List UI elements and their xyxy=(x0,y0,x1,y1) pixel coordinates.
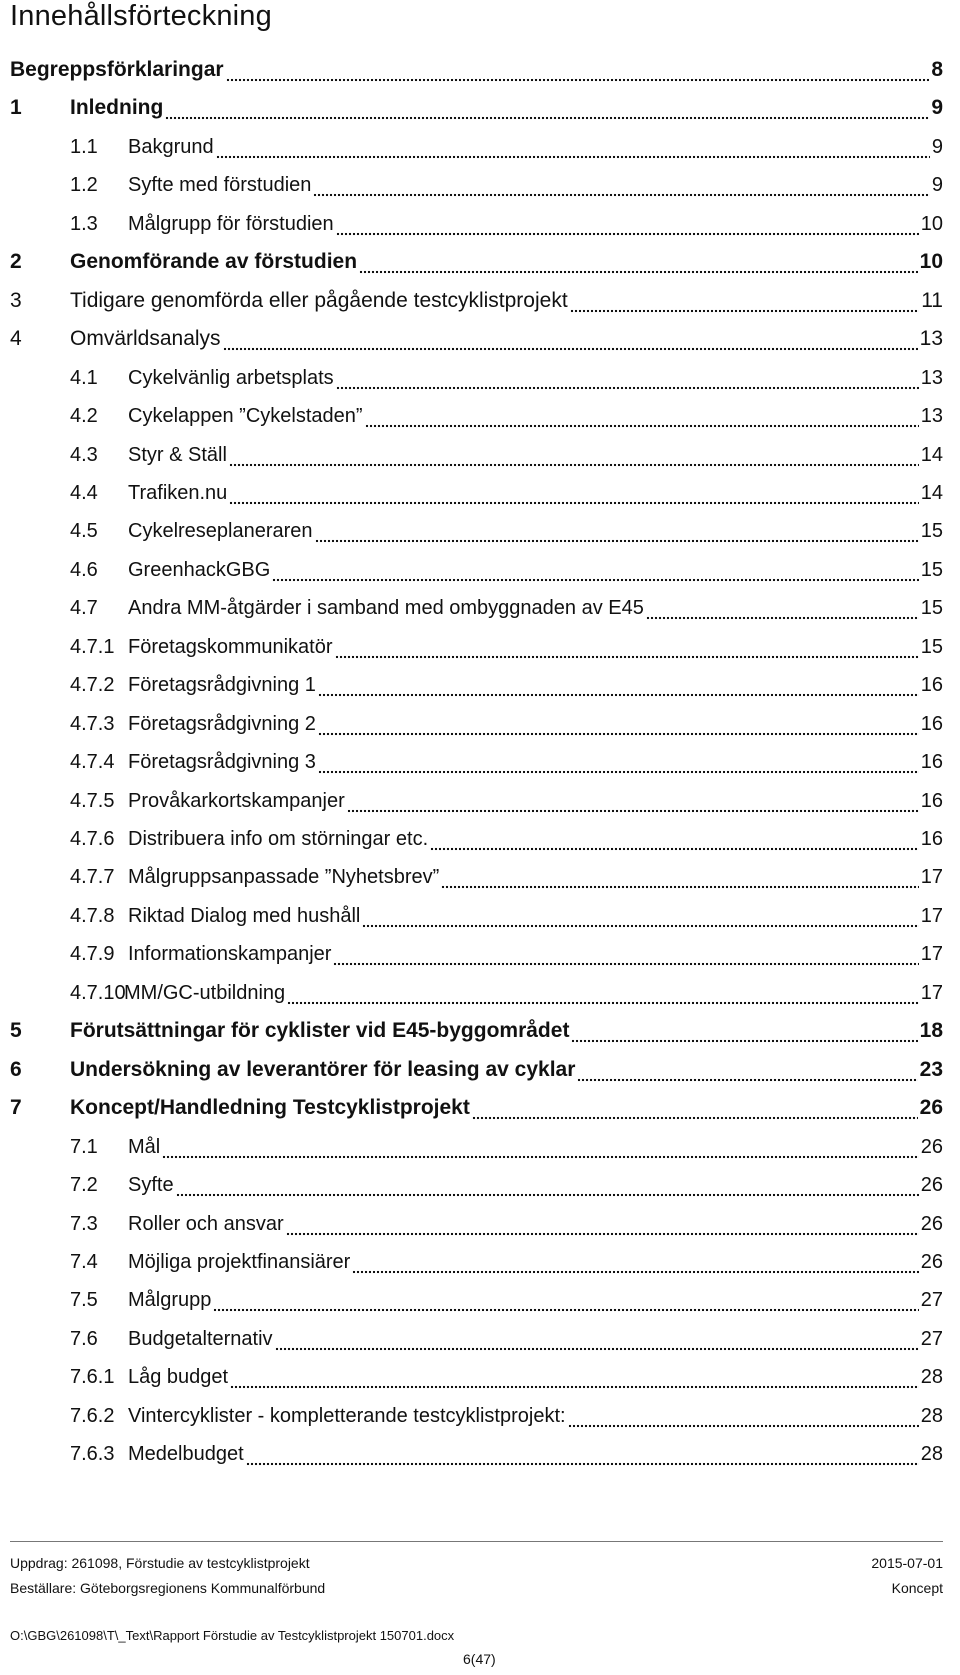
toc-entry-number: 1.2 xyxy=(70,174,98,197)
toc-entry-title: Tidigare genomförda eller pågående testcyklistprojekt xyxy=(70,288,568,312)
toc-entry-page: 28 xyxy=(920,1443,943,1466)
toc-entry[interactable] xyxy=(0,322,960,356)
toc-entry-page: 26 xyxy=(920,1212,943,1235)
toc-entry-title: Bakgrund xyxy=(128,135,214,158)
toc-dot-leader xyxy=(315,539,919,543)
toc-entry-title: Målgrupp för förstudien xyxy=(128,212,334,235)
toc-dot-leader xyxy=(230,1385,919,1389)
footer-status: Koncept xyxy=(891,1580,943,1596)
toc-entry-title: Budgetalternativ xyxy=(128,1327,273,1350)
toc-dot-leader xyxy=(176,1193,919,1197)
toc-entry[interactable] xyxy=(0,1014,960,1048)
toc-dot-leader xyxy=(287,1001,919,1005)
toc-entry[interactable] xyxy=(0,53,960,87)
toc-entry-title: Inledning xyxy=(70,96,164,120)
toc-entry[interactable] xyxy=(0,784,960,818)
toc-entry[interactable] xyxy=(0,976,960,1010)
footer-client: Beställare: Göteborgsregionens Kommunalförbund xyxy=(10,1580,326,1596)
toc-entry-page: 9 xyxy=(931,96,943,120)
toc-entry-number: 1.1 xyxy=(70,135,98,158)
toc-entry[interactable] xyxy=(0,130,960,164)
toc-entry-number: 7.5 xyxy=(70,1289,98,1312)
toc-entry-number: 4.7.7 xyxy=(70,866,115,889)
toc-dot-leader xyxy=(318,732,919,736)
toc-dot-leader xyxy=(441,885,918,889)
toc-entry-title: Trafiken.nu xyxy=(128,481,228,504)
toc-entry-title: Målgrupp xyxy=(128,1289,212,1312)
toc-dot-leader xyxy=(229,501,918,505)
toc-entry[interactable] xyxy=(0,591,960,625)
toc-entry-number: 4.7.2 xyxy=(70,674,115,697)
toc-entry-page: 15 xyxy=(920,558,943,581)
toc-entry-number: 4.7.4 xyxy=(70,751,115,774)
toc-dot-leader xyxy=(335,655,919,659)
toc-dot-leader xyxy=(352,1270,918,1274)
toc-entry-page: 17 xyxy=(920,981,943,1004)
toc-entry-page: 13 xyxy=(919,327,943,351)
footer-date: 2015-07-01 xyxy=(871,1555,943,1571)
toc-entry-title: Möjliga projektfinansiärer xyxy=(128,1250,351,1273)
toc-entry-number: 4.1 xyxy=(70,366,98,389)
toc-entry-title: Distribuera info om störningar etc. xyxy=(128,828,429,850)
toc-dot-leader xyxy=(430,847,919,851)
toc-entry-title: Provåkarkortskampanjer xyxy=(128,789,345,812)
toc-entry-number: 4.7.5 xyxy=(70,789,115,812)
toc-entry[interactable] xyxy=(0,1322,960,1356)
toc-entry-number: 7.6.3 xyxy=(70,1443,115,1466)
toc-entry[interactable] xyxy=(0,630,960,664)
toc-entry-title: Företagsrådgivning 1 xyxy=(128,674,316,697)
toc-entry-page: 17 xyxy=(920,866,943,889)
toc-entry[interactable] xyxy=(0,361,960,395)
toc-dot-leader xyxy=(336,386,919,390)
toc-heading: Innehållsförteckning xyxy=(10,0,272,32)
toc-entry-page: 23 xyxy=(919,1057,943,1081)
toc-entry-title: Företagsrådgivning 2 xyxy=(128,712,316,735)
toc-entry-page: 16 xyxy=(920,674,943,697)
toc-entry[interactable] xyxy=(0,707,960,741)
toc-dot-leader xyxy=(162,1155,919,1159)
footer-file-path: O:\GBG\261098\T\_Text\Rapport Förstudie av Testcyklistprojekt 150701.docx xyxy=(10,1628,455,1643)
toc-entry-number: 4.7.10 xyxy=(70,981,126,1004)
toc-dot-leader xyxy=(336,232,919,236)
toc-entry-number: 6 xyxy=(10,1057,22,1081)
toc-entry-number: 7.1 xyxy=(70,1135,98,1158)
toc-entry-page: 14 xyxy=(920,481,943,504)
toc-dot-leader xyxy=(571,1039,917,1043)
toc-entry-title: Mål xyxy=(128,1135,161,1158)
toc-dot-leader xyxy=(570,309,920,313)
toc-entry-title: Cykelappen ”Cykelstaden” xyxy=(128,405,363,428)
toc-entry-page: 26 xyxy=(920,1174,943,1197)
toc-entry[interactable] xyxy=(0,1360,960,1394)
toc-entry[interactable] xyxy=(0,553,960,587)
toc-dot-leader xyxy=(272,578,918,582)
toc-entry-number: 4.5 xyxy=(70,520,98,543)
toc-entry-page: 9 xyxy=(931,174,943,197)
toc-entry-title: Koncept/Handledning Testcyklistprojekt xyxy=(70,1096,470,1120)
toc-entry[interactable] xyxy=(0,1053,960,1087)
toc-entry-page: 11 xyxy=(921,288,943,312)
toc-entry-number: 5 xyxy=(10,1019,22,1043)
toc-entry-title: Cykelreseplaneraren xyxy=(128,520,313,543)
toc-entry-number: 1 xyxy=(10,96,22,120)
toc-dot-leader xyxy=(318,693,919,697)
toc-entry-title: Informationskampanjer xyxy=(128,943,332,966)
toc-entry[interactable] xyxy=(0,937,960,971)
toc-entry-title: Företagsrådgivning 3 xyxy=(128,751,316,774)
toc-dot-leader xyxy=(275,1347,919,1351)
toc-dot-leader xyxy=(333,962,918,966)
toc-entry-title: Riktad Dialog med hushåll xyxy=(128,904,361,927)
toc-entry-page: 26 xyxy=(920,1250,943,1273)
footer-divider xyxy=(10,1541,943,1542)
toc-dot-leader xyxy=(226,78,930,82)
toc-entry-page: 26 xyxy=(920,1135,943,1158)
toc-entry[interactable] xyxy=(0,1437,960,1471)
toc-entry-page: 10 xyxy=(919,250,943,274)
toc-entry[interactable] xyxy=(0,822,960,856)
toc-entry[interactable] xyxy=(0,438,960,472)
toc-entry[interactable] xyxy=(0,1168,960,1202)
toc-entry-page: 15 xyxy=(920,597,943,620)
toc-entry-title: Undersökning av leverantörer för leasing av cyklar xyxy=(70,1057,576,1081)
footer-assignment: Uppdrag: 261098, Förstudie av testcyklistprojekt xyxy=(10,1555,310,1571)
toc-entry-title: Genomförande av förstudien xyxy=(70,250,358,274)
toc-entry[interactable] xyxy=(0,207,960,241)
toc-entry-page: 26 xyxy=(919,1096,943,1120)
toc-entry-title: Begreppsförklaringar xyxy=(10,58,224,81)
toc-entry-number: 4.7.1 xyxy=(70,635,115,658)
toc-entry-title: Syfte xyxy=(128,1174,174,1197)
toc-entry[interactable] xyxy=(0,899,960,933)
toc-entry-title: MM/GC-utbildning xyxy=(124,981,286,1004)
toc-entry-number: 4 xyxy=(10,327,22,351)
toc-entry-number: 4.7.8 xyxy=(70,904,115,927)
toc-dot-leader xyxy=(286,1232,919,1236)
toc-entry-page: 13 xyxy=(920,405,943,428)
toc-entry-number: 4.4 xyxy=(70,481,98,504)
toc-entry-page: 27 xyxy=(920,1289,943,1312)
toc-entry-number: 4.7 xyxy=(70,597,98,620)
toc-dot-leader xyxy=(229,463,919,467)
toc-entry-number: 7.3 xyxy=(70,1212,98,1235)
toc-entry-title: Andra MM-åtgärder i samband med ombyggnaden av E45 xyxy=(128,597,644,620)
toc-entry-title: Låg budget xyxy=(128,1366,229,1389)
toc-entry-page: 15 xyxy=(920,520,943,543)
toc-entry[interactable] xyxy=(0,1399,960,1433)
toc-entry-number: 4.3 xyxy=(70,443,98,466)
toc-entry[interactable] xyxy=(0,1091,960,1125)
toc-dot-leader xyxy=(365,424,919,428)
toc-entry[interactable] xyxy=(0,399,960,433)
toc-entry-page: 8 xyxy=(931,58,943,81)
toc-entry-page: 14 xyxy=(920,443,943,466)
toc-entry-title: GreenhackGBG xyxy=(128,558,271,581)
toc-entry[interactable] xyxy=(0,668,960,702)
toc-entry-number: 7.2 xyxy=(70,1174,98,1197)
toc-entry-number: 2 xyxy=(10,250,22,274)
toc-entry-page: 27 xyxy=(920,1327,943,1350)
toc-dot-leader xyxy=(216,155,930,159)
toc-entry-page: 13 xyxy=(920,366,943,389)
toc-entry-number: 3 xyxy=(10,288,22,312)
toc-entry-page: 16 xyxy=(920,751,943,774)
toc-dot-leader xyxy=(577,1078,917,1082)
toc-entry[interactable] xyxy=(0,284,960,318)
toc-entry-title: Medelbudget xyxy=(128,1443,244,1466)
toc-entry-page: 28 xyxy=(920,1404,943,1427)
toc-entry[interactable] xyxy=(0,860,960,894)
toc-entry-page: 17 xyxy=(920,943,943,966)
toc-entry-number: 7 xyxy=(10,1096,22,1120)
toc-entry-number: 4.7.6 xyxy=(70,828,115,850)
toc-dot-leader xyxy=(472,1116,918,1120)
toc-entry-title: Vintercyklister - kompletterande testcyklistprojekt: xyxy=(128,1404,566,1427)
toc-dot-leader xyxy=(165,116,929,120)
toc-entry-number: 1.3 xyxy=(70,212,98,235)
toc-entry[interactable] xyxy=(0,245,960,279)
toc-entry-page: 18 xyxy=(919,1019,943,1043)
toc-entry[interactable] xyxy=(0,1283,960,1317)
toc-entry-page: 16 xyxy=(920,712,943,735)
toc-entry-title: Förutsättningar för cyklister vid E45-byggområdet xyxy=(70,1019,570,1043)
toc-entry-number: 7.4 xyxy=(70,1250,98,1273)
toc-dot-leader xyxy=(213,1308,918,1312)
toc-entry-number: 7.6.2 xyxy=(70,1404,115,1427)
toc-entry[interactable] xyxy=(0,514,960,548)
toc-entry-page: 9 xyxy=(931,135,943,158)
toc-entry-page: 16 xyxy=(920,828,943,850)
toc-entry[interactable] xyxy=(0,168,960,202)
toc-entry-page: 28 xyxy=(920,1366,943,1389)
toc-entry-page: 16 xyxy=(920,789,943,812)
toc-entry[interactable] xyxy=(0,745,960,779)
footer-page-number: 6(47) xyxy=(463,1651,496,1667)
toc-entry-title: Syfte med förstudien xyxy=(128,174,312,197)
toc-entry[interactable] xyxy=(0,91,960,125)
toc-dot-leader xyxy=(646,616,919,620)
toc-dot-leader xyxy=(246,1462,919,1466)
toc-dot-leader xyxy=(313,193,929,197)
toc-entry[interactable] xyxy=(0,1207,960,1241)
toc-entry-number: 4.6 xyxy=(70,558,98,581)
toc-entry-number: 4.7.9 xyxy=(70,943,115,966)
toc-entry-number: 4.7.3 xyxy=(70,712,115,735)
toc-dot-leader xyxy=(318,770,919,774)
toc-entry-number: 4.2 xyxy=(70,405,98,428)
toc-entry-title: Roller och ansvar xyxy=(128,1212,284,1235)
toc-dot-leader xyxy=(362,924,918,928)
toc-entry-title: Cykelvänlig arbetsplats xyxy=(128,366,334,389)
toc-entry-title: Omvärldsanalys xyxy=(70,327,221,351)
toc-entry[interactable] xyxy=(0,1245,960,1279)
toc-entry-title: Målgruppsanpassade ”Nyhetsbrev” xyxy=(128,866,440,889)
toc-entry[interactable] xyxy=(0,476,960,510)
toc-dot-leader xyxy=(359,270,918,274)
toc-dot-leader xyxy=(347,809,919,813)
toc-dot-leader xyxy=(568,1424,919,1428)
toc-entry-page: 15 xyxy=(920,635,943,658)
toc-entry-number: 7.6 xyxy=(70,1327,98,1350)
toc-entry-page: 17 xyxy=(920,904,943,927)
toc-entry[interactable] xyxy=(0,1130,960,1164)
toc-entry-number: 7.6.1 xyxy=(70,1366,115,1389)
toc-entry-title: Styr & Ställ xyxy=(128,443,227,466)
toc-entry-page: 10 xyxy=(920,212,943,235)
toc-dot-leader xyxy=(223,347,918,351)
toc-entry-title: Företagskommunikatör xyxy=(128,635,333,658)
